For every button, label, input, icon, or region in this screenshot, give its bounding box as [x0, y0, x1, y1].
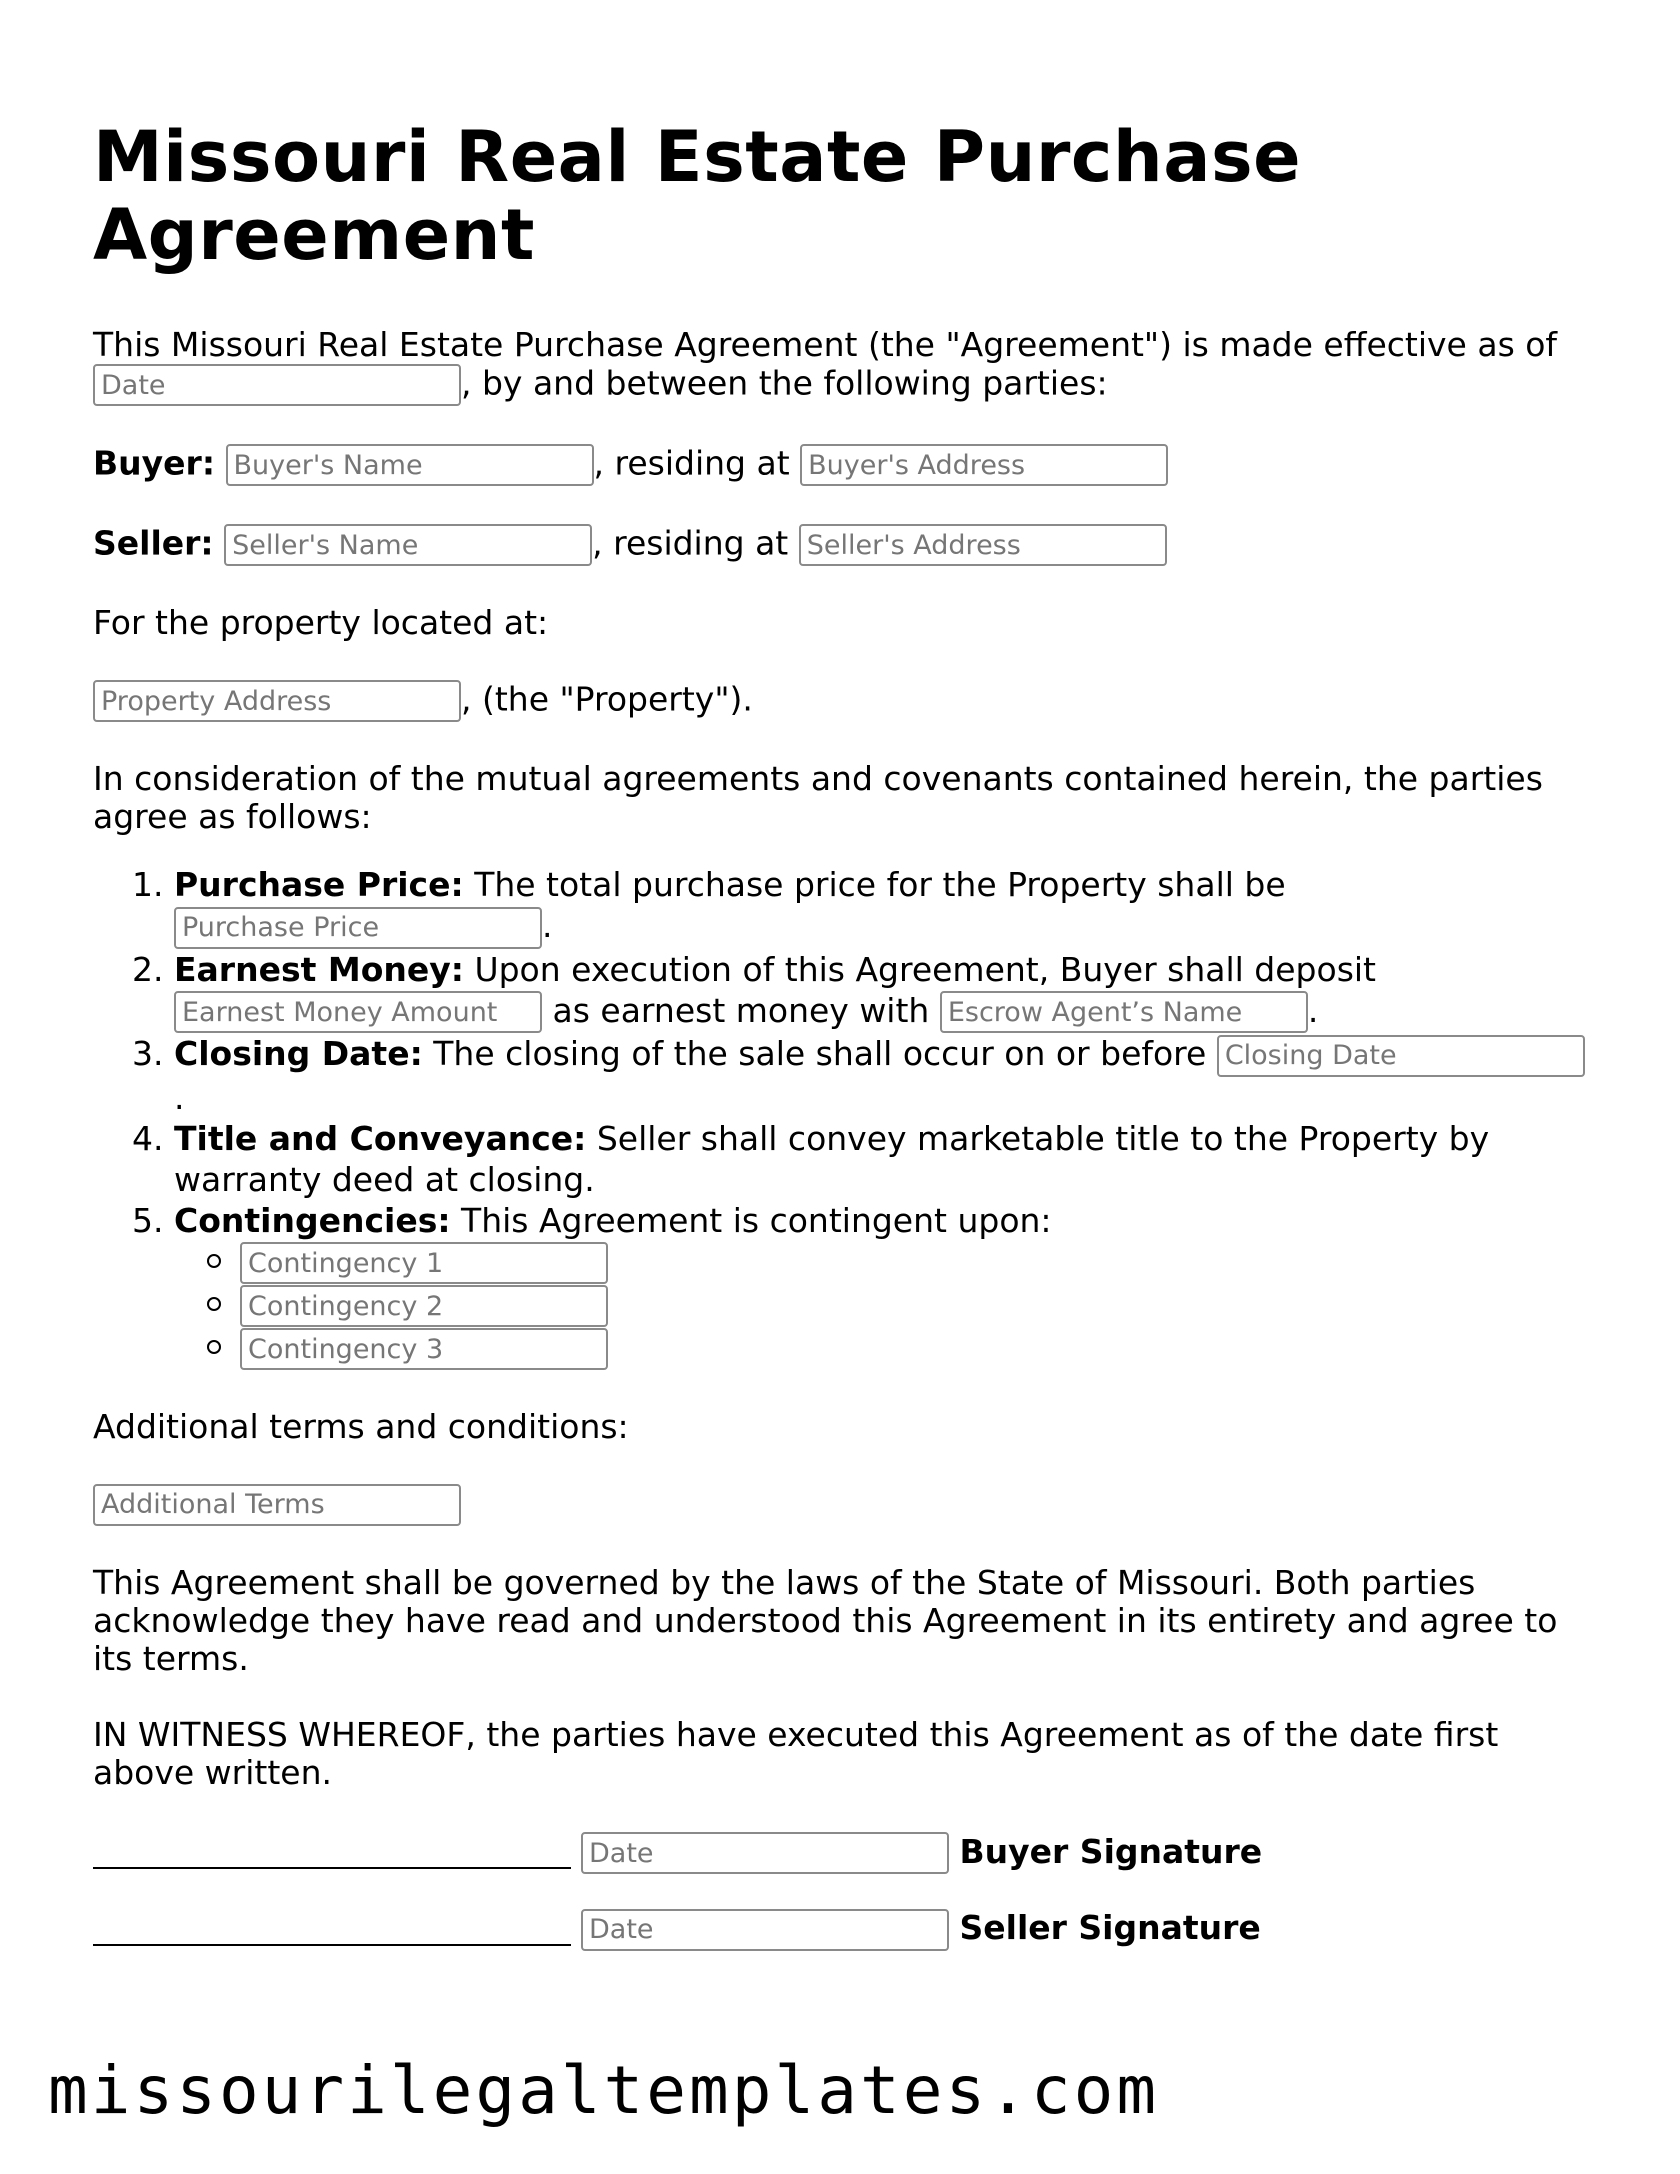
buyer-name-input[interactable] — [226, 444, 594, 486]
purchase-price-end: . — [542, 906, 553, 945]
purchase-price-label: Purchase Price: — [174, 865, 464, 904]
earnest-money-middle: as earnest money with — [542, 990, 940, 1030]
term-title-conveyance — [174, 1118, 1593, 1200]
additional-terms-label: Additional terms and conditions: — [93, 1406, 629, 1446]
title-conveyance-text: Seller shall convey marketable title to the Property by warranty deed at closing. — [174, 1118, 1490, 1199]
buyer-signature-row — [93, 1830, 1593, 1875]
site-watermark: missourilegaltemplates.com — [48, 2052, 1160, 2129]
closing-date-label: Closing Date: — [174, 1034, 423, 1073]
seller-signature-date-input[interactable] — [581, 1909, 949, 1951]
seller-line — [93, 524, 1593, 566]
buyer-line — [93, 444, 1593, 486]
contingency-list — [174, 1241, 1593, 1370]
seller-address-input[interactable] — [799, 524, 1167, 566]
seller-signature-row — [93, 1906, 1593, 1951]
contingency-2-input[interactable] — [240, 1285, 608, 1327]
consideration-paragraph: In consideration of the mutual agreements and covenants contained herein, the parties agree as follows: — [93, 759, 1543, 836]
buyer-label: Buyer: — [93, 443, 216, 483]
effective-date-input[interactable] — [93, 364, 461, 406]
property-suffix: , (the "Property"). — [461, 679, 753, 719]
buyer-signature-label: Buyer Signature — [959, 1831, 1263, 1871]
buyer-signature-date-input[interactable] — [581, 1832, 949, 1874]
property-address-input[interactable] — [93, 680, 461, 722]
buyer-residing-text: , residing at — [593, 443, 790, 483]
seller-label: Seller: — [93, 523, 214, 563]
contingency-item — [240, 1284, 1593, 1327]
terms-list — [93, 864, 1593, 1370]
term-closing-date — [174, 1033, 1593, 1118]
document-page — [93, 118, 1593, 1983]
additional-terms-line — [93, 1484, 1593, 1526]
intro-text-after: , by and between the following parties: — [461, 363, 1108, 403]
earnest-money-end: . — [1307, 990, 1319, 1030]
earnest-money-amount-input[interactable] — [174, 991, 542, 1033]
contingency-3-input[interactable] — [240, 1328, 608, 1370]
term-purchase-price — [174, 864, 1593, 949]
page-title: Missouri Real Estate Purchase Agreement — [93, 116, 1302, 276]
title-conveyance-label: Title and Conveyance: — [174, 1118, 587, 1158]
intro-text: This Missouri Real Estate Purchase Agreement (the "Agreement") is made effective as of — [93, 325, 1558, 364]
closing-date-input[interactable] — [1217, 1035, 1585, 1077]
property-intro: For the property located at: — [93, 603, 549, 642]
contingencies-text: This Agreement is contingent upon: — [450, 1200, 1052, 1240]
property-line — [93, 680, 1593, 722]
earnest-money-label: Earnest Money: — [174, 949, 464, 989]
closing-date-end: . — [174, 1077, 185, 1117]
contingencies-label: Contingencies: — [174, 1200, 451, 1240]
term-earnest-money — [174, 949, 1593, 1034]
purchase-price-text: The total purchase price for the Property shall be — [463, 865, 1286, 904]
seller-signature-line[interactable] — [93, 1914, 571, 1946]
earnest-money-text: Upon execution of this Agreement, Buyer shall deposit — [463, 949, 1376, 989]
contingency-item — [240, 1327, 1593, 1370]
escrow-agent-input[interactable] — [940, 991, 1308, 1033]
contingency-1-input[interactable] — [240, 1242, 608, 1284]
witness-paragraph: IN WITNESS WHEREOF, the parties have executed this Agreement as of the date first above written. — [93, 1714, 1499, 1792]
purchase-price-input[interactable] — [174, 907, 542, 949]
intro-paragraph — [93, 326, 1593, 406]
additional-terms-input[interactable] — [93, 1484, 461, 1526]
buyer-address-input[interactable] — [800, 444, 1168, 486]
governing-law-paragraph: This Agreement shall be governed by the laws of the State of Missouri. Both parties acknowledge they have read and understood this Agreement in its entirety and agree to its terms. — [93, 1562, 1558, 1678]
seller-name-input[interactable] — [224, 524, 592, 566]
closing-date-text: The closing of the sale shall occur on or before — [422, 1034, 1217, 1073]
buyer-signature-line[interactable] — [93, 1837, 571, 1869]
seller-residing-text: , residing at — [592, 523, 789, 563]
seller-signature-label: Seller Signature — [959, 1908, 1261, 1947]
term-contingencies — [174, 1200, 1593, 1370]
contingency-item — [240, 1241, 1593, 1284]
